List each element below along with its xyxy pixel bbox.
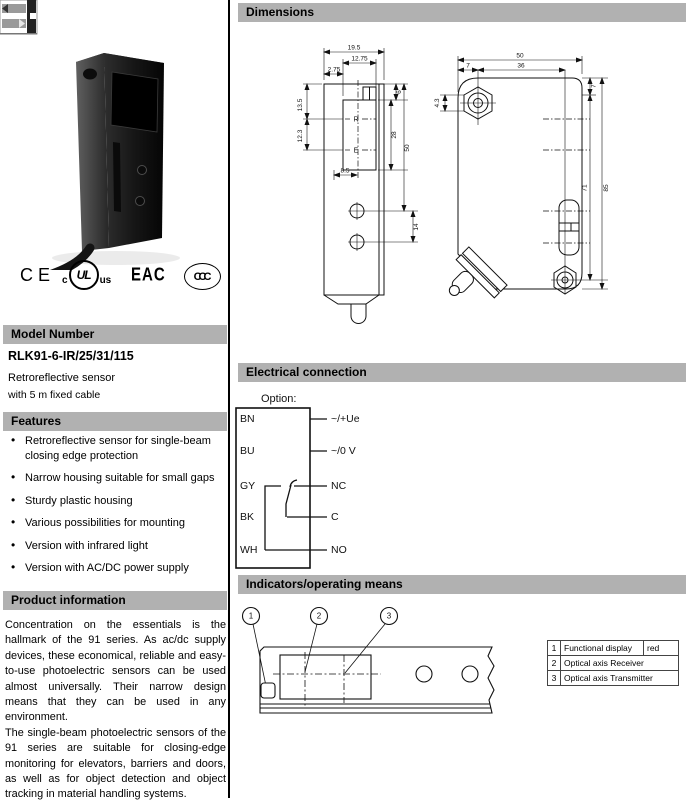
svg-text:BK: BK bbox=[240, 510, 255, 523]
electrical-schematic bbox=[234, 390, 686, 580]
ul-c-label: c bbox=[62, 275, 68, 286]
features-list bbox=[8, 434, 224, 584]
ul-label: UL bbox=[76, 268, 91, 282]
wire-labels bbox=[240, 413, 258, 556]
ccc-mark bbox=[184, 263, 221, 290]
functional-display-led bbox=[261, 683, 275, 698]
svg-text:85: 85 bbox=[603, 184, 610, 192]
table-row bbox=[548, 671, 679, 686]
svg-text:50: 50 bbox=[404, 144, 411, 152]
svg-text:~/+Ue: ~/+Ue bbox=[331, 412, 360, 425]
svg-text:13.5: 13.5 bbox=[297, 98, 304, 112]
eac-mark: EAC bbox=[131, 264, 166, 286]
product-photo bbox=[16, 20, 220, 270]
svg-text:GY: GY bbox=[240, 479, 256, 492]
product-info-para1: Concentration on the essentials is the hallmark of the 91 series. As ac/dc supply devices, these economical, reliable and easy-to-use photoelectric sensors can be used almost universally. Their narrow design means that they can be used in any environment. bbox=[5, 619, 226, 724]
svg-text:~/0 V: ~/0 V bbox=[331, 444, 356, 457]
model-desc-2: with 5 m fixed cable bbox=[8, 389, 101, 401]
svg-text:28: 28 bbox=[391, 131, 398, 139]
optical-window bbox=[280, 655, 371, 699]
svg-text:NC: NC bbox=[331, 479, 347, 492]
ul-mark bbox=[62, 260, 111, 290]
balloon-labels bbox=[249, 612, 392, 621]
features-header: Features bbox=[3, 412, 227, 431]
ce-mark: CE bbox=[20, 265, 56, 285]
table-row bbox=[548, 656, 679, 671]
feature-item: • Various possibilities for mounting bbox=[8, 516, 224, 531]
model-number-header: Model Number bbox=[3, 325, 227, 344]
row-number: 1 bbox=[548, 641, 561, 656]
option-label: Option: bbox=[261, 393, 297, 405]
dimensions-header: Dimensions bbox=[238, 3, 686, 22]
indicators-drawing bbox=[238, 600, 538, 722]
svg-text:36: 36 bbox=[517, 62, 525, 70]
svg-text:12.3: 12.3 bbox=[297, 129, 304, 143]
svg-text:NO: NO bbox=[331, 543, 347, 556]
electrical-header: Electrical connection bbox=[238, 363, 686, 382]
sensor-window bbox=[111, 72, 158, 132]
svg-text:C: C bbox=[331, 510, 339, 523]
svg-text:6: 6 bbox=[396, 90, 403, 94]
sensor-side-face bbox=[76, 53, 109, 251]
row-label: Optical axis Receiver bbox=[561, 656, 679, 671]
table-row bbox=[548, 641, 679, 656]
indicators-table bbox=[547, 640, 679, 686]
bracket-link bbox=[265, 486, 281, 550]
product-info-header: Product information bbox=[3, 591, 227, 610]
svg-text:2.75: 2.75 bbox=[327, 66, 341, 74]
svg-text:E: E bbox=[353, 147, 359, 155]
svg-text:19.5: 19.5 bbox=[347, 44, 361, 52]
svg-text:WH: WH bbox=[240, 543, 258, 556]
feature-item: • Narrow housing suitable for small gaps bbox=[8, 471, 224, 486]
ul-circle bbox=[69, 260, 99, 290]
front-view-labels bbox=[297, 45, 420, 231]
svg-text:7: 7 bbox=[466, 62, 470, 70]
ul-us-label: us bbox=[99, 275, 112, 286]
svg-text:1: 1 bbox=[248, 611, 254, 621]
ccc-label: CCC bbox=[193, 270, 209, 283]
switch-arm bbox=[286, 485, 291, 517]
svg-text:R: R bbox=[353, 116, 359, 124]
svg-text:12.75: 12.75 bbox=[351, 55, 368, 63]
row-label: Optical axis Transmitter bbox=[561, 671, 679, 686]
dimensions-drawing bbox=[238, 28, 686, 340]
row-value: red bbox=[644, 641, 679, 656]
column-divider bbox=[228, 0, 230, 798]
svg-text:71: 71 bbox=[581, 184, 589, 192]
svg-text:3: 3 bbox=[386, 611, 392, 621]
svg-text:8.5: 8.5 bbox=[340, 167, 350, 175]
product-info-text bbox=[5, 618, 226, 803]
svg-text:7: 7 bbox=[590, 84, 598, 88]
svg-text:2: 2 bbox=[316, 611, 322, 621]
product-info-para2: The single-beam photoelectric sensors of the 91 series are suitable for closing-edge monitoring for elevators, barriers and doors, as well as for object detection and object tracking in material handling systems. bbox=[5, 726, 226, 801]
svg-text:50: 50 bbox=[516, 52, 524, 60]
feature-item: • Sturdy plastic housing bbox=[8, 494, 224, 509]
svg-text:BN: BN bbox=[240, 412, 255, 425]
feature-item: • Retroreflective sensor for single-beam closing edge protection bbox=[8, 434, 224, 463]
row-number: 2 bbox=[548, 656, 561, 671]
front-view bbox=[303, 48, 418, 324]
feature-item: • Version with infrared light bbox=[8, 539, 224, 554]
svg-text:BU: BU bbox=[240, 444, 255, 457]
model-desc-1: Retroreflective sensor bbox=[8, 372, 115, 384]
model-number: RLK91-6-IR/25/31/115 bbox=[8, 349, 134, 363]
terminal-labels bbox=[331, 413, 360, 556]
svg-text:14: 14 bbox=[413, 223, 420, 231]
side-view-labels bbox=[434, 53, 610, 192]
sensor-body-outline bbox=[260, 647, 494, 713]
indicators-header: Indicators/operating means bbox=[238, 575, 686, 594]
row-number: 3 bbox=[548, 671, 561, 686]
feature-item: • Version with AC/DC power supply bbox=[8, 561, 224, 576]
svg-text:4.3: 4.3 bbox=[434, 98, 441, 108]
row-label: Functional display bbox=[561, 641, 644, 656]
